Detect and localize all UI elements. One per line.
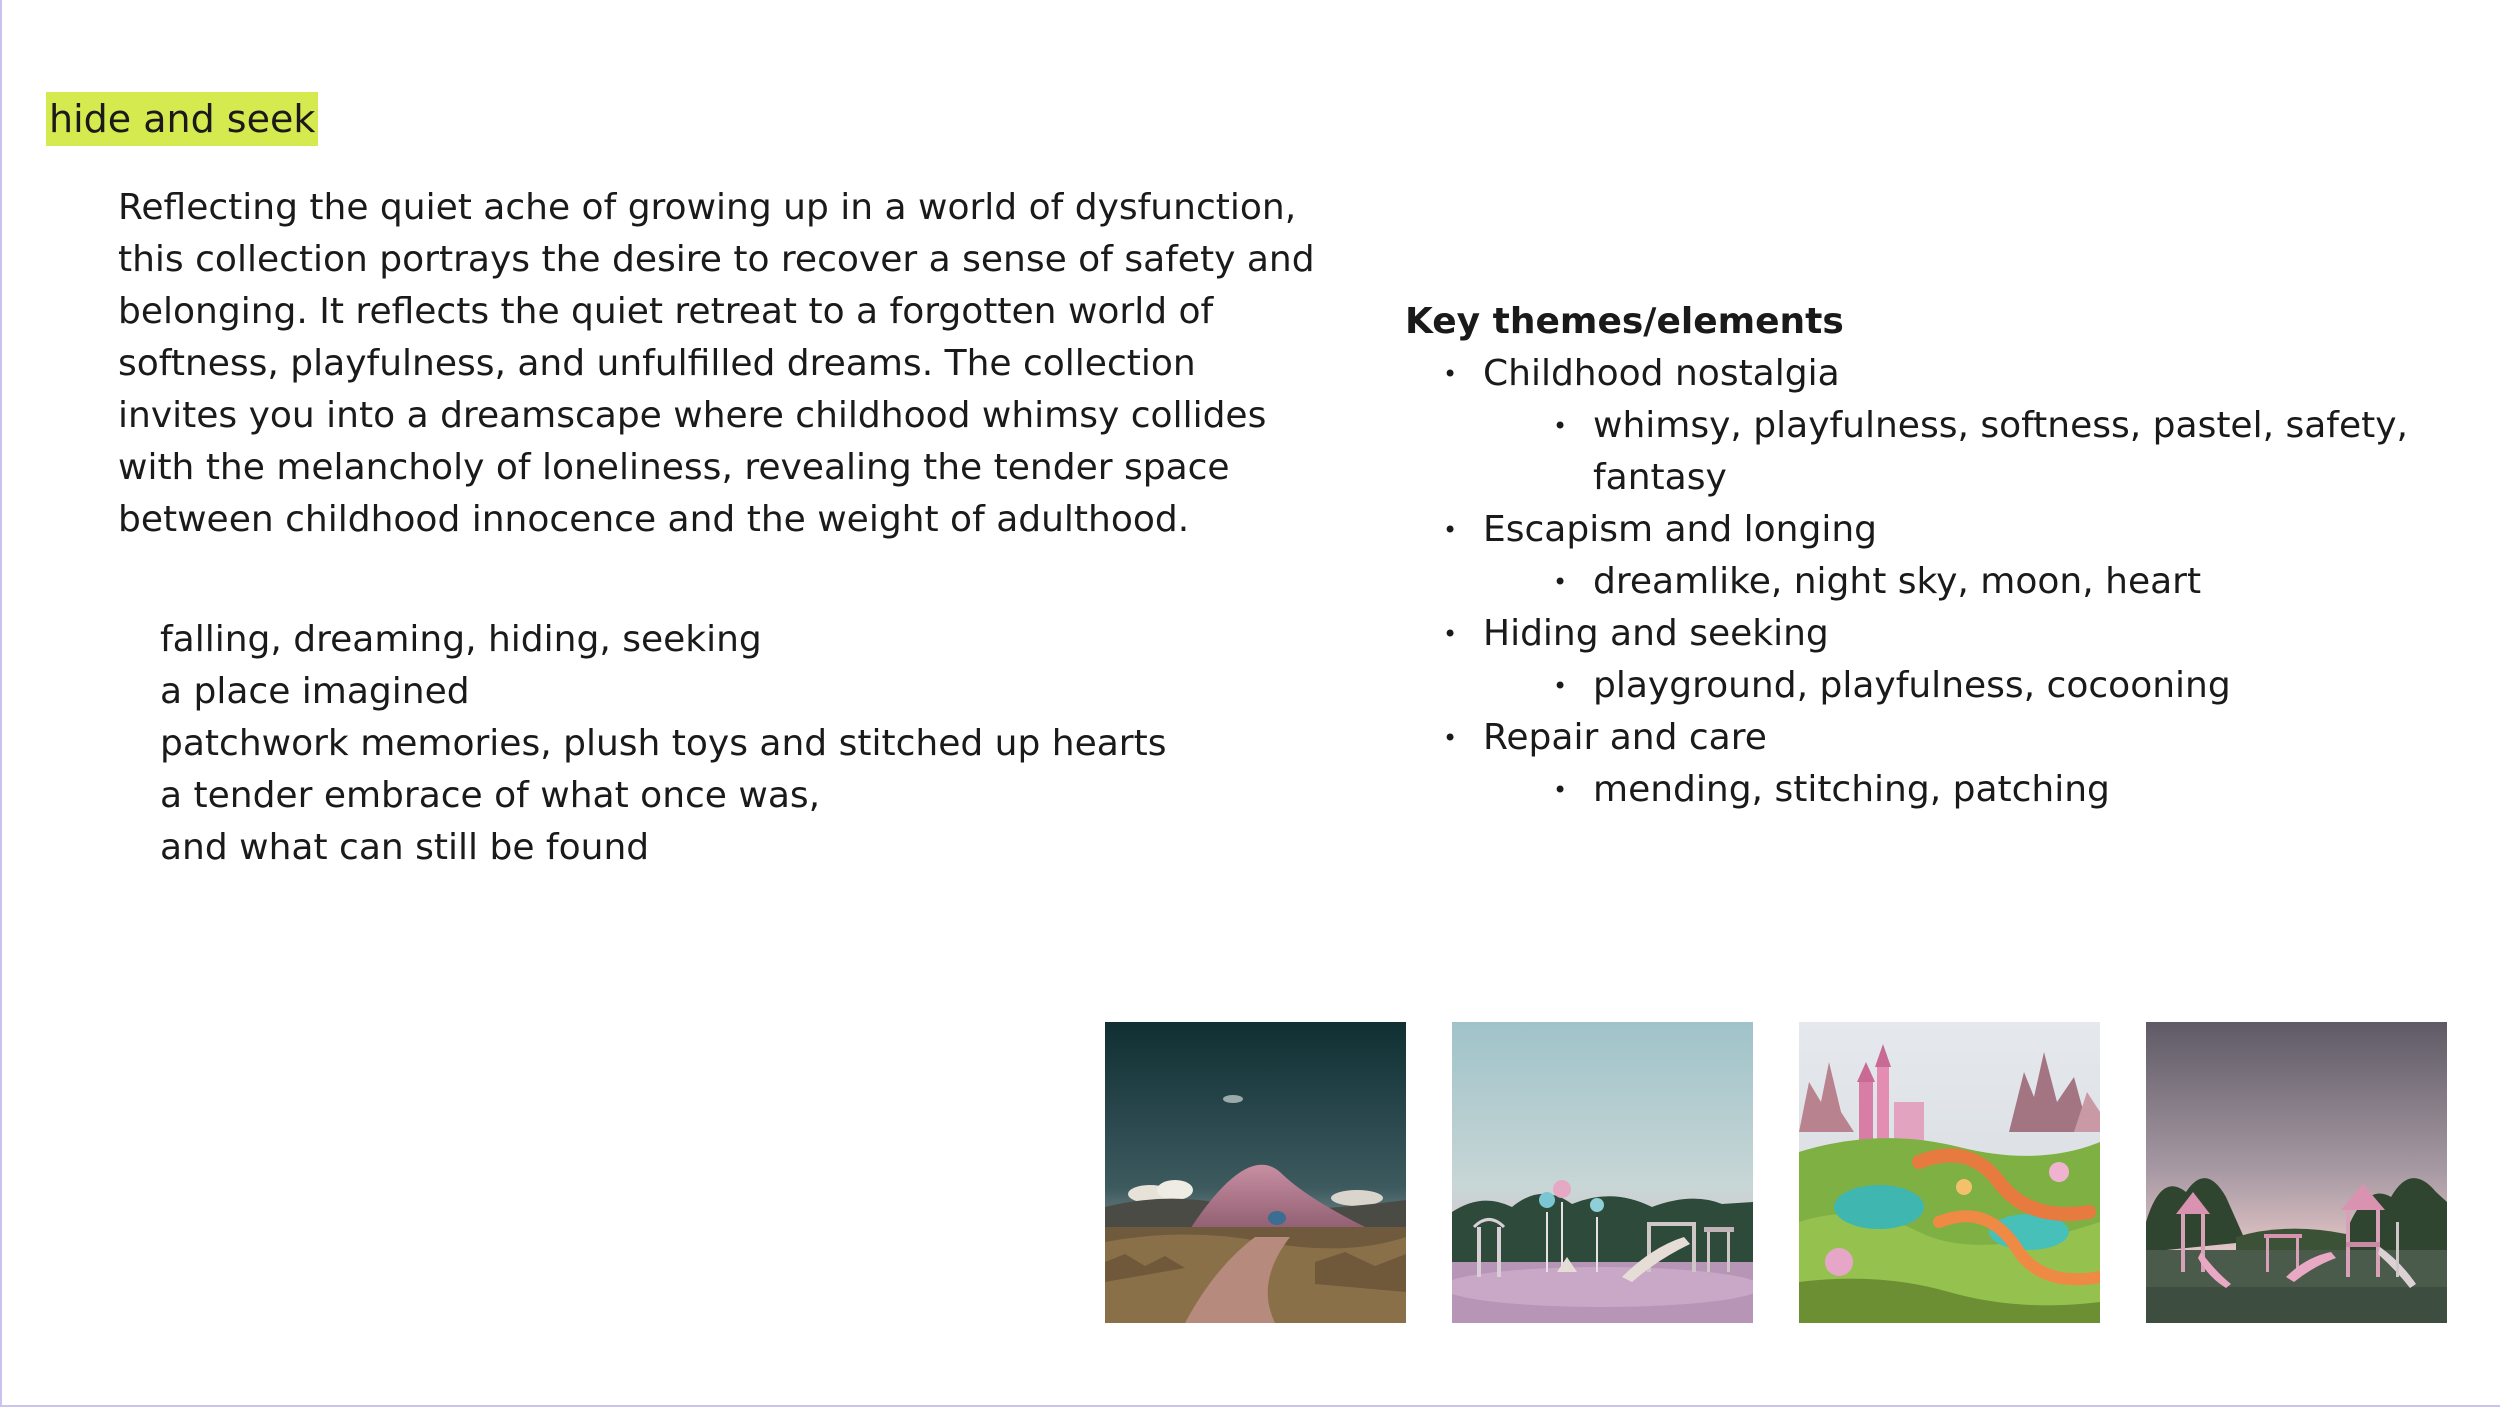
poem-line: falling, dreaming, hiding, seeking [160, 619, 762, 660]
poem-line: a tender embrace of what once was, [160, 775, 821, 816]
frame-edge [0, 0, 2, 1407]
intro-paragraph: Reflecting the quiet ache of growing up in a world of dysfunction, this collection portrays the desire to recover a sense of safety and belonging. It reflects the quiet retreat to a forgotten world of softness, playfulness, and unfulfilled dreams. The collection invites you into a dreamscape where childhood whimsy collides with the melancholy of loneliness, revealing the tender space between childhood innocence and the weight of adulthood. [118, 187, 1315, 540]
image-gallery [1105, 1022, 2447, 1323]
theme-item: • Childhood nostalgia [1405, 348, 2465, 400]
themes-list [1405, 348, 2465, 816]
key-themes-section [1405, 296, 2465, 816]
theme-sub-item: • mending, stitching, patching [1405, 764, 2465, 816]
pastel-playground-balloons-image[interactable] [1452, 1022, 1753, 1323]
poem-line: and what can still be found [160, 827, 650, 868]
theme-sub-item: • dreamlike, night sky, moon, heart [1405, 556, 2465, 608]
pink-playground-dusk-image[interactable] [2146, 1022, 2447, 1323]
theme-sub-item: • playground, playfulness, cocooning [1405, 660, 2465, 712]
poem-line: patchwork memories, plush toys and stitched up hearts [160, 723, 1167, 764]
pink-mound-landscape-image[interactable] [1105, 1022, 1406, 1323]
highlighted-title: hide and seek [46, 92, 318, 146]
poem-line: a place imagined [160, 671, 470, 712]
candy-land-slides-image[interactable] [1799, 1022, 2100, 1323]
theme-item: • Hiding and seeking [1405, 608, 2465, 660]
theme-item: • Escapism and longing [1405, 504, 2465, 556]
theme-sub-item: • whimsy, playfulness, softness, pastel, safety, fantasy [1405, 400, 2465, 504]
themes-heading: Key themes/elements [1405, 301, 1844, 342]
theme-item: • Repair and care [1405, 712, 2465, 764]
poem-lines [160, 614, 1166, 874]
